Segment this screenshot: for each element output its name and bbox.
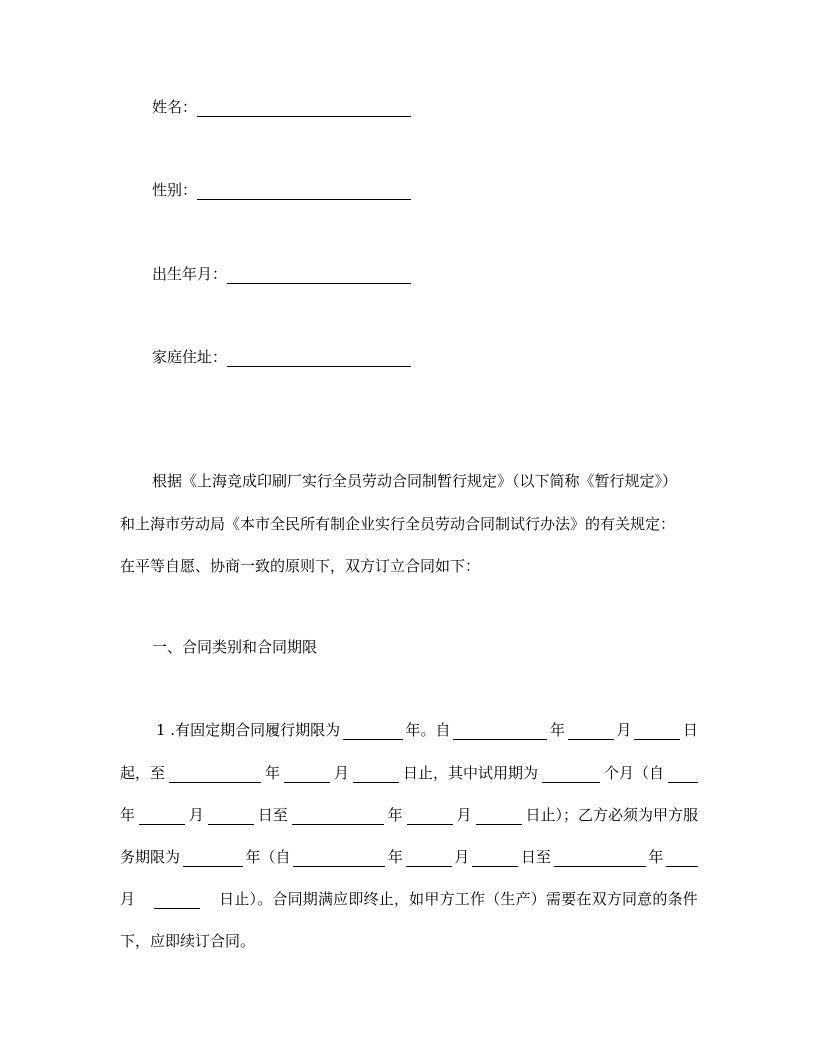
clause1-text: 日 xyxy=(682,721,698,739)
clause1-text: 月 xyxy=(188,806,204,824)
blank-service-end-month[interactable] xyxy=(666,850,698,867)
clause1-row-4 xyxy=(120,847,698,867)
clause1-text: 年 xyxy=(648,848,664,866)
clause1-text: 日止）；乙方必须为甲方服 xyxy=(525,806,698,824)
blank-end-year[interactable] xyxy=(169,766,261,783)
gender-blank[interactable] xyxy=(197,183,411,200)
blank-trial-end-year[interactable] xyxy=(292,808,384,825)
clause1-row-1 xyxy=(156,720,698,740)
address-field-row xyxy=(152,347,411,367)
blank-trial-start-year[interactable] xyxy=(668,766,698,783)
clause1-row-2 xyxy=(120,763,698,783)
clause1-text: 年。自 xyxy=(405,721,451,739)
gender-label: 性别： xyxy=(152,181,198,199)
blank-trial-start-day[interactable] xyxy=(208,808,254,825)
clause1-text: 日至 xyxy=(520,848,551,866)
clause1-text: 年 xyxy=(264,764,280,782)
blank-start-day[interactable] xyxy=(634,723,680,740)
blank-service-start-year[interactable] xyxy=(293,850,385,867)
clause1-text: 起，至 xyxy=(120,764,166,782)
section-heading: 一、合同类别和合同期限 xyxy=(152,638,318,656)
clause1-text: 务期限为 xyxy=(120,848,181,866)
clause1-text: 个月（自 xyxy=(603,764,664,782)
blank-end-month[interactable] xyxy=(284,766,330,783)
blank-trial-end-month[interactable] xyxy=(407,808,453,825)
clause1-row-3 xyxy=(120,805,698,825)
birth-field-row xyxy=(152,264,411,284)
blank-service-years[interactable] xyxy=(183,850,243,867)
clause1-text: 月 xyxy=(456,806,472,824)
blank-trial-end-day[interactable] xyxy=(476,808,522,825)
birth-blank[interactable] xyxy=(227,267,411,284)
clause1-row-6: 下，应即续订合同。 xyxy=(120,932,256,950)
clause1-text: 月 xyxy=(616,721,632,739)
clause1-text: 年 xyxy=(549,721,565,739)
clause1-text: 年 xyxy=(387,848,403,866)
birth-label: 出生年月： xyxy=(152,265,228,283)
clause1-text: 月 xyxy=(333,764,349,782)
intro-line-3: 在平等自愿、协商一致的原则下，双方订立合同如下： xyxy=(120,557,481,575)
clause1-text: 月 xyxy=(454,848,470,866)
intro-line-1: 根据《上海竞成印刷厂实行全员劳动合同制暂行规定》（以下简称《暂行规定》） xyxy=(152,472,678,490)
clause1-text: 年 xyxy=(387,806,403,824)
clause1-text: 日止，其中试用期为 xyxy=(402,764,538,782)
clause1-text: 年（自 xyxy=(245,848,291,866)
gender-field-row xyxy=(152,180,411,200)
clause1-row-5 xyxy=(120,889,698,909)
clause1-text: 月 xyxy=(120,890,136,908)
blank-service-start-month[interactable] xyxy=(406,850,452,867)
name-blank[interactable] xyxy=(197,100,411,117)
clause1-text: 1 .有固定期合同履行期限为 xyxy=(156,721,341,739)
clause1-text: 日止）。合同期满应即终止，如甲方工作（生产）需要在双方同意的条件 xyxy=(219,890,698,908)
address-blank[interactable] xyxy=(227,350,411,367)
clause1-text: 日至 xyxy=(257,806,288,824)
name-label: 姓名： xyxy=(152,98,198,116)
blank-service-end-day[interactable] xyxy=(154,892,200,909)
name-field-row xyxy=(152,97,411,117)
blank-start-year[interactable] xyxy=(453,723,547,740)
blank-trial-months[interactable] xyxy=(542,766,600,783)
intro-line-2: 和上海市劳动局《本市全民所有制企业实行全员劳动合同制试行办法》的有关规定： xyxy=(120,515,676,533)
address-label: 家庭住址： xyxy=(152,348,228,366)
blank-service-end-year[interactable] xyxy=(554,850,646,867)
blank-years[interactable] xyxy=(343,723,403,740)
blank-service-start-day[interactable] xyxy=(472,850,518,867)
blank-end-day[interactable] xyxy=(353,766,399,783)
blank-start-month[interactable] xyxy=(568,723,614,740)
blank-trial-start-month[interactable] xyxy=(139,808,185,825)
clause1-text: 年 xyxy=(120,806,136,824)
